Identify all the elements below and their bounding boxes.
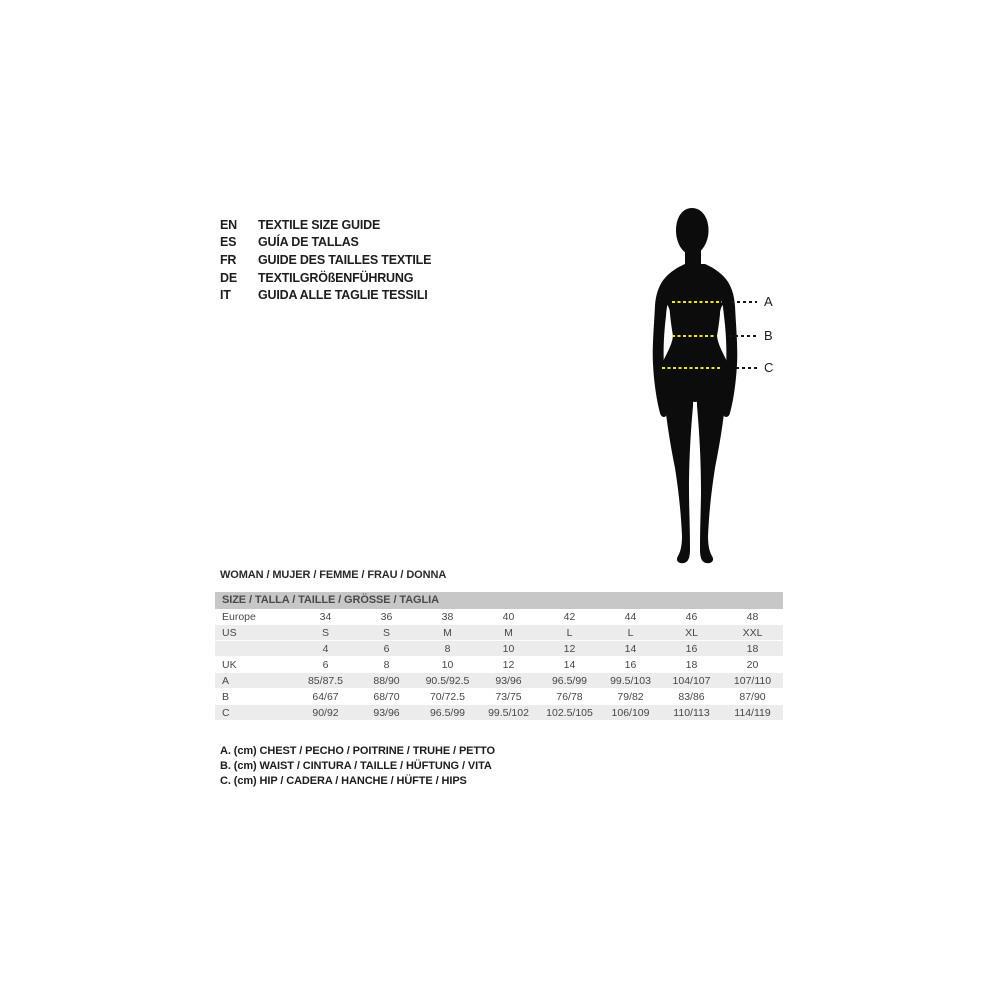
size-cell: 42 [563, 611, 576, 623]
hip-line-leader [736, 367, 757, 369]
size-cell: 18 [685, 659, 698, 671]
size-cell: L [627, 627, 634, 639]
size-table-rows [215, 609, 783, 721]
size-cell: 99.5/103 [610, 675, 651, 687]
woman-silhouette [653, 208, 738, 563]
language-title: GUIDA ALLE TAGLIE TESSILI [258, 288, 428, 303]
size-cell: 96.5/99 [551, 675, 588, 687]
language-row [220, 234, 431, 252]
language-code: IT [220, 288, 231, 303]
size-table [215, 592, 783, 721]
language-row [220, 251, 431, 269]
size-cell: 6 [322, 659, 329, 671]
table-row [215, 641, 783, 657]
size-cell: 16 [685, 643, 698, 655]
size-cell: XL [685, 627, 698, 639]
row-label: US [222, 627, 237, 639]
language-title: TEXTILGRÖßENFÜHRUNG [258, 270, 414, 285]
table-row [215, 625, 783, 641]
woman-silhouette-figure [648, 206, 748, 566]
language-list [220, 216, 431, 304]
row-label: C [222, 707, 230, 719]
table-row [215, 705, 783, 721]
size-cell: 40 [502, 611, 515, 623]
language-title: TEXTILE SIZE GUIDE [258, 217, 381, 232]
size-cell: 79/82 [617, 691, 644, 703]
size-cell: 93/96 [495, 675, 522, 687]
size-cell: 96.5/99 [429, 707, 466, 719]
hip-line-on-body [662, 367, 720, 369]
size-cell: S [382, 627, 390, 639]
language-title: GUIDE DES TAILLES TEXTILE [258, 252, 432, 267]
table-row [215, 673, 783, 689]
language-row [220, 269, 431, 287]
measure-label-b: B [764, 328, 773, 343]
legend-line: B. (cm) WAIST / CINTURA / TAILLE / HÜFTUNG / VITA [220, 760, 492, 772]
table-row [215, 689, 783, 705]
language-row [220, 286, 431, 304]
size-cell: 87/90 [739, 691, 766, 703]
size-cell: 20 [746, 659, 759, 671]
language-code: DE [220, 270, 237, 285]
size-cell: XXL [742, 627, 763, 639]
size-cell: 38 [441, 611, 454, 623]
size-cell: 76/78 [556, 691, 583, 703]
language-row [220, 216, 431, 234]
size-cell: 10 [441, 659, 454, 671]
size-cell: 68/70 [373, 691, 400, 703]
size-cell: 102.5/105 [546, 707, 593, 719]
size-cell: 10 [502, 643, 515, 655]
measurement-legend [220, 744, 495, 789]
size-cell: M [443, 627, 452, 639]
waist-line-on-body [672, 335, 716, 337]
legend-line: C. (cm) HIP / CADERA / HANCHE / HÜFTE / HIPS [220, 775, 467, 787]
size-cell: 12 [502, 659, 515, 671]
size-cell: 18 [746, 643, 759, 655]
size-cell: S [321, 627, 329, 639]
size-cell: 6 [383, 643, 390, 655]
row-label: B [222, 691, 230, 703]
language-code: ES [220, 235, 237, 250]
size-cell: 48 [746, 611, 759, 623]
size-cell: 14 [563, 659, 576, 671]
size-cell: 106/109 [611, 707, 650, 719]
size-cell: M [504, 627, 513, 639]
size-cell: 104/107 [672, 675, 711, 687]
language-code: EN [220, 217, 237, 232]
size-cell: 93/96 [373, 707, 400, 719]
size-cell: 85/87.5 [307, 675, 344, 687]
table-row [215, 609, 783, 625]
size-cell: 64/67 [312, 691, 339, 703]
measure-label-c: C [764, 360, 774, 375]
language-title: GUÍA DE TALLAS [258, 235, 359, 250]
row-label: A [222, 675, 230, 687]
size-cell: 36 [380, 611, 393, 623]
size-cell: 90/92 [312, 707, 339, 719]
row-label: UK [222, 659, 237, 671]
measure-label-a: A [764, 294, 773, 309]
size-cell: 16 [624, 659, 637, 671]
size-cell: L [566, 627, 573, 639]
row-label [215, 641, 295, 656]
table-row [215, 657, 783, 673]
size-cell: 8 [444, 643, 451, 655]
chest-line-on-body [672, 301, 722, 303]
size-cell: 114/119 [734, 707, 771, 719]
size-cell: 99.5/102 [488, 707, 529, 719]
size-cell: 73/75 [495, 691, 522, 703]
size-cell: 90.5/92.5 [425, 675, 470, 687]
size-cell: 14 [624, 643, 637, 655]
size-cell: 107/110 [733, 675, 772, 687]
size-cell: 34 [319, 611, 332, 623]
size-cell: 44 [624, 611, 637, 623]
size-cell: 88/90 [373, 675, 400, 687]
size-table-header: SIZE / TALLA / TAILLE / GRÖSSE / TAGLIA [215, 592, 783, 609]
chest-line-leader [731, 301, 757, 303]
gender-title: WOMAN / MUJER / FEMME / FRAU / DONNA [220, 569, 447, 581]
waist-line-leader [729, 335, 757, 337]
language-code: FR [220, 252, 237, 267]
row-label: Europe [222, 611, 256, 623]
size-cell: 8 [383, 659, 390, 671]
size-cell: 4 [322, 643, 329, 655]
size-cell: 110/113 [673, 707, 710, 719]
legend-line: A. (cm) CHEST / PECHO / POITRINE / TRUHE / PETTO [220, 745, 495, 757]
size-cell: 70/72.5 [429, 691, 466, 703]
size-cell: 83/86 [678, 691, 705, 703]
size-cell: 46 [685, 611, 698, 623]
size-cell: 12 [563, 643, 576, 655]
